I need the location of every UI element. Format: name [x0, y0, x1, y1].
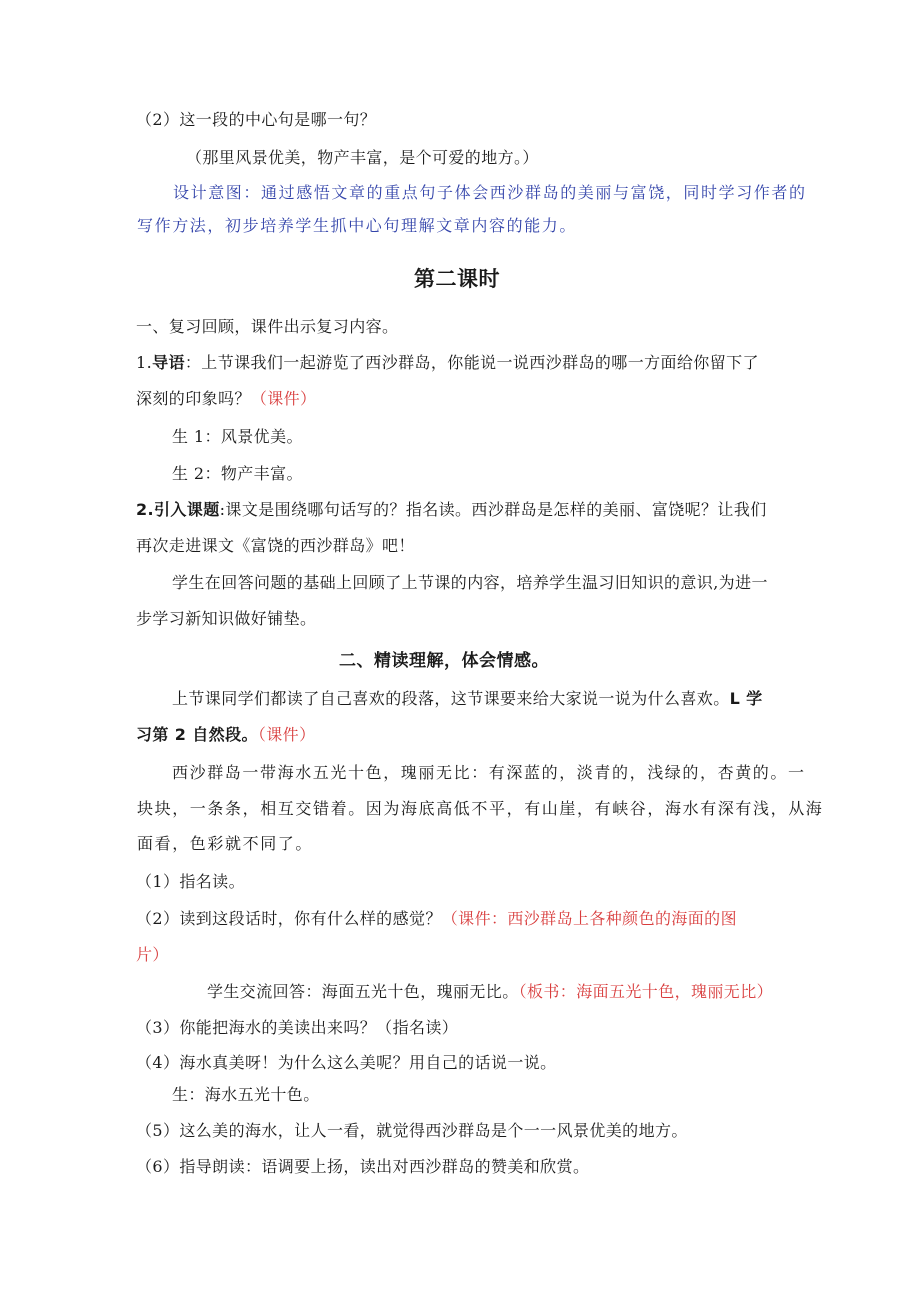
student-1-reply: 生 1：风景优美。: [172, 427, 303, 446]
passage-line-1: 西沙群岛一带海水五光十色，瑰丽无比：有深蓝的，淡青的，浅绿的，杏黄的。一: [172, 763, 806, 782]
intro-line-1: [136, 353, 759, 373]
step-2-courseware: （课件：西沙群岛上各种颜色的海面的图: [441, 909, 737, 928]
step-2-line-2: 片）: [136, 945, 169, 964]
topic-text: :课文是围绕哪句话写的？指名读。西沙群岛是怎样的美丽、富饶呢？让我们: [219, 500, 767, 519]
review-note-line-2: 步学习新知识做好铺垫。: [136, 609, 317, 628]
question-2: （2）这一段的中心句是哪一句？: [136, 110, 377, 129]
step-5: （5）这么美的海水，让人一看，就觉得西沙群岛是个一一风景优美的地方。: [136, 1121, 688, 1140]
section-2-intro-bold: L 学: [729, 689, 763, 708]
section-2-intro-line-2: [136, 725, 315, 745]
intro-text-2: 深刻的印象吗？: [136, 389, 251, 408]
passage-line-3: 面看，色彩就不同了。: [137, 834, 314, 853]
student-2-reply: 生 2：物产丰富。: [172, 464, 303, 483]
review-heading: 一、复习回顾，课件出示复习内容。: [136, 317, 399, 336]
step-4: （4）海水真美呀！为什么这么美呢？用自己的话说一说。: [136, 1053, 557, 1072]
intro-label: 导语: [152, 353, 185, 372]
section-2-paragraph-label: 习第 2 自然段。: [136, 725, 258, 744]
step-2-text: （2）读到这段话时，你有什么样的感觉？: [136, 909, 442, 928]
student-reply: 生：海水五光十色。: [172, 1085, 320, 1104]
courseware-note: （课件）: [250, 389, 317, 408]
section-2-intro-line-1: [172, 689, 763, 709]
student-answer: 学生交流回答：海面五光十色，瑰丽无比。: [207, 982, 519, 1001]
student-exchange-line: [207, 982, 773, 1002]
lesson-title: 第二课时: [414, 267, 500, 291]
topic-label: 2.引入课题: [136, 500, 220, 519]
step-3: （3）你能把海水的美读出来吗？（指名读）: [136, 1018, 459, 1037]
step-6: （6）指导朗读：语调要上扬，读出对西沙群岛的赞美和欣赏。: [136, 1157, 590, 1176]
design-intent-line-1: 设计意图：通过感悟文章的重点句子体会西沙群岛的美丽与富饶，同时学习作者的: [173, 183, 807, 202]
answer-2: （那里风景优美，物产丰富，是个可爱的地方。）: [186, 148, 539, 167]
review-note-line-1: 学生在回答问题的基础上回顾了上节课的内容，培养学生温习旧知识的意识,为进一: [172, 573, 768, 592]
intro-number: 1.: [136, 353, 153, 372]
intro-line-2: [136, 389, 316, 409]
step-1: （1）指名读。: [136, 872, 245, 891]
section-2-intro-text: 上节课同学们都读了自己喜欢的段落，这节课要来给大家说一说为什么喜欢。: [172, 689, 730, 708]
section-2-courseware-note: （课件）: [257, 725, 316, 744]
topic-line-2: 再次走进课文《富饶的西沙群岛》吧！: [136, 536, 415, 555]
board-note: （板书：海面五光十色，瑰丽无比）: [518, 982, 774, 1001]
section-2-heading: 二、精读理解，体会情感。: [339, 651, 549, 671]
passage-line-2: 块块，一条条，相互交错着。因为海底高低不平，有山崖，有峡谷，海水有深有浅，从海: [137, 799, 824, 818]
design-intent-line-2: 写作方法，初步培养学生抓中心句理解文章内容的能力。: [137, 216, 578, 235]
step-2-line-1: [136, 909, 737, 929]
topic-line-1: [136, 500, 767, 520]
intro-text: ：上节课我们一起游览了西沙群岛，你能说一说西沙群岛的哪一方面给你留下了: [184, 353, 759, 372]
